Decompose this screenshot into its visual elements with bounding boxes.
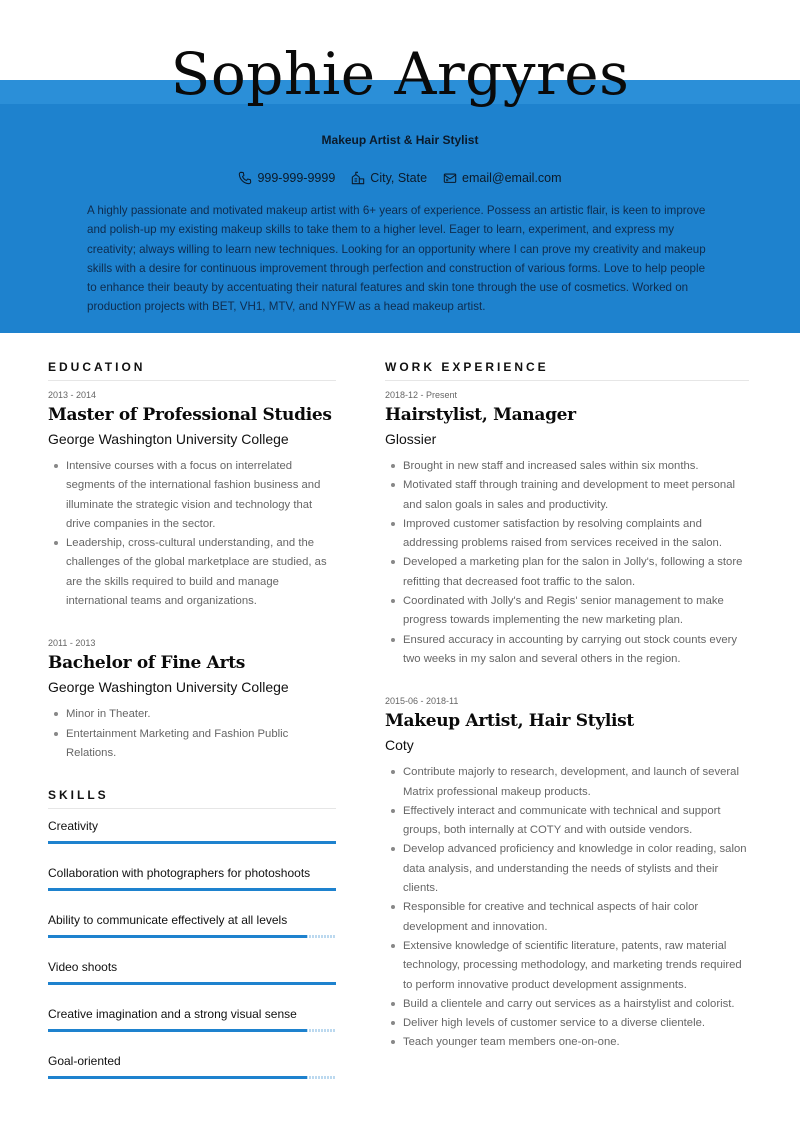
right-column	[385, 360, 749, 1073]
contact-location[interactable]	[351, 171, 427, 185]
list-item: Brought in new staff and increased sales within six months.	[403, 457, 749, 476]
skills-heading: SKILLS	[48, 788, 336, 809]
experience-heading: WORK EXPERIENCE	[385, 360, 749, 381]
list-item: Leadership, cross-cultural understanding, and the challenges of the global marketplace are studied, as are the skills required to build and manage international teams and organizations.	[66, 534, 336, 611]
education-degree: Master of Professional Studies	[48, 405, 332, 425]
skill-bar	[48, 982, 336, 985]
contact-row	[0, 171, 800, 185]
education-date: 2011 - 2013	[48, 638, 96, 649]
skill-bar	[48, 1029, 336, 1032]
list-item: Contribute majorly to research, development, and launch of several Matrix professional makeup products.	[403, 763, 749, 802]
experience-company: Glossier	[385, 431, 437, 447]
list-item: Develop advanced proficiency and knowledge in color reading, salon data analysis, and understanding the needs of stylists and their clients.	[403, 840, 749, 898]
experience-date: 2015-06 - 2018-11	[385, 696, 459, 707]
education-school: George Washington University College	[48, 679, 289, 696]
experience-entry	[385, 696, 749, 1052]
skill-bar	[48, 1076, 336, 1079]
skill-name: Creative imagination and a strong visual sense	[48, 1007, 297, 1022]
education-entry	[48, 638, 336, 763]
contact-email[interactable]	[443, 171, 562, 185]
experience-role: Makeup Artist, Hair Stylist	[385, 711, 634, 732]
list-item: Teach younger team members one-on-one.	[403, 1033, 749, 1052]
education-bullets	[48, 457, 336, 611]
list-item: Responsible for creative and technical aspects of hair color development and innovation.	[403, 898, 749, 937]
location-text: City, State	[370, 171, 428, 185]
education-date: 2013 - 2014	[48, 390, 97, 400]
experience-bullets	[385, 457, 749, 669]
skill-name: Creativity	[48, 819, 99, 834]
skill-item	[48, 959, 336, 985]
job-title: Makeup Artist & Hair Stylist	[321, 133, 479, 147]
skill-name: Ability to communicate effectively at all levels	[48, 913, 288, 928]
skill-item	[48, 818, 336, 844]
experience-date: 2018-12 - Present	[385, 390, 458, 400]
list-item: Minor in Theater.	[66, 705, 336, 724]
skill-bar-fill	[48, 1029, 307, 1032]
education-heading: EDUCATION	[48, 360, 336, 381]
phone-icon	[238, 171, 252, 185]
left-column	[48, 360, 336, 1100]
skill-name: Collaboration with photographers for photoshoots	[48, 866, 311, 881]
list-item: Improved customer satisfaction by resolving complaints and addressing problems raised from services received in the salon.	[403, 515, 749, 554]
list-item: Build a clientele and carry out services as a hairstylist and colorist.	[403, 995, 749, 1014]
list-item: Intensive courses with a focus on interrelated segments of the international fashion business and illuminate the strategic vision and technology that drive companies in the sector.	[66, 457, 336, 534]
experience-company: Coty	[385, 737, 414, 754]
list-item: Deliver high levels of customer service to a diverse clientele.	[403, 1014, 749, 1033]
education-school: George Washington University College	[48, 431, 289, 447]
skill-bar-fill	[48, 982, 336, 985]
candidate-name: Sophie Argyres	[170, 40, 630, 108]
skill-item	[48, 1053, 336, 1079]
education-bullets	[48, 705, 336, 763]
profile-summary: A highly passionate and motivated makeup artist with 6+ years of experience. Possess an artistic flair, is keen to improve and polish-up my existing makeup skills to take them to a higher level. Eager to learn, experiment, and express my creativity; always willing to learn new techniques. Looking for an opportunity where I can prove my creativity and makeup skills with a desire for continuous improvement through perfection and construction of various forms. Love to help people to enhance their beauty by accentuating their natural features and skin tone through the use of cosmetics. Worked on production projects with BET, VH1, MTV, and NYFW as a head makeup artist.	[87, 204, 706, 314]
list-item: Coordinated with Jolly's and Regis' senior management to make progress towards implementing the new marketing plan.	[403, 592, 749, 631]
contact-phone[interactable]	[238, 171, 335, 185]
skill-bar-fill	[48, 841, 336, 844]
list-item: Ensured accuracy in accounting by carrying out stock counts every two weeks in my salon and several others in the region.	[403, 631, 749, 670]
experience-role: Hairstylist, Manager	[385, 405, 576, 425]
mail-icon	[443, 171, 457, 185]
experience-bullets	[385, 763, 749, 1052]
list-item: Entertainment Marketing and Fashion Public Relations.	[66, 725, 336, 764]
education-degree: Bachelor of Fine Arts	[48, 653, 246, 674]
skill-item	[48, 1006, 336, 1032]
skill-bar-fill	[48, 1076, 307, 1079]
list-item: Developed a marketing plan for the salon in Jolly's, following a store refitting that decreased foot traffic to the salon.	[403, 553, 749, 592]
email-text: email@email.com	[462, 171, 562, 185]
list-item: Effectively interact and communicate with technical and support groups, both internally at COTY and with outside vendors.	[403, 802, 749, 841]
skill-bar	[48, 841, 336, 844]
list-item: Extensive knowledge of scientific literature, patents, raw material technology, processing methodology, and marketing trends required to perform innovative product development assignments.	[403, 937, 749, 995]
list-item: Motivated staff through training and development to meet personal and salon goals in sales and productivity.	[403, 476, 749, 515]
skill-bar	[48, 888, 336, 891]
skill-item	[48, 865, 336, 891]
skill-item	[48, 912, 336, 938]
building-icon	[351, 171, 365, 185]
education-entry	[48, 390, 336, 611]
skill-bar	[48, 935, 336, 938]
skill-name: Video shoots	[48, 960, 118, 975]
skill-bar-fill	[48, 935, 307, 938]
skill-name: Goal-oriented	[48, 1054, 121, 1069]
phone-text: 999-999-9999	[257, 171, 336, 185]
skill-bar-fill	[48, 888, 336, 891]
experience-entry	[385, 390, 749, 669]
